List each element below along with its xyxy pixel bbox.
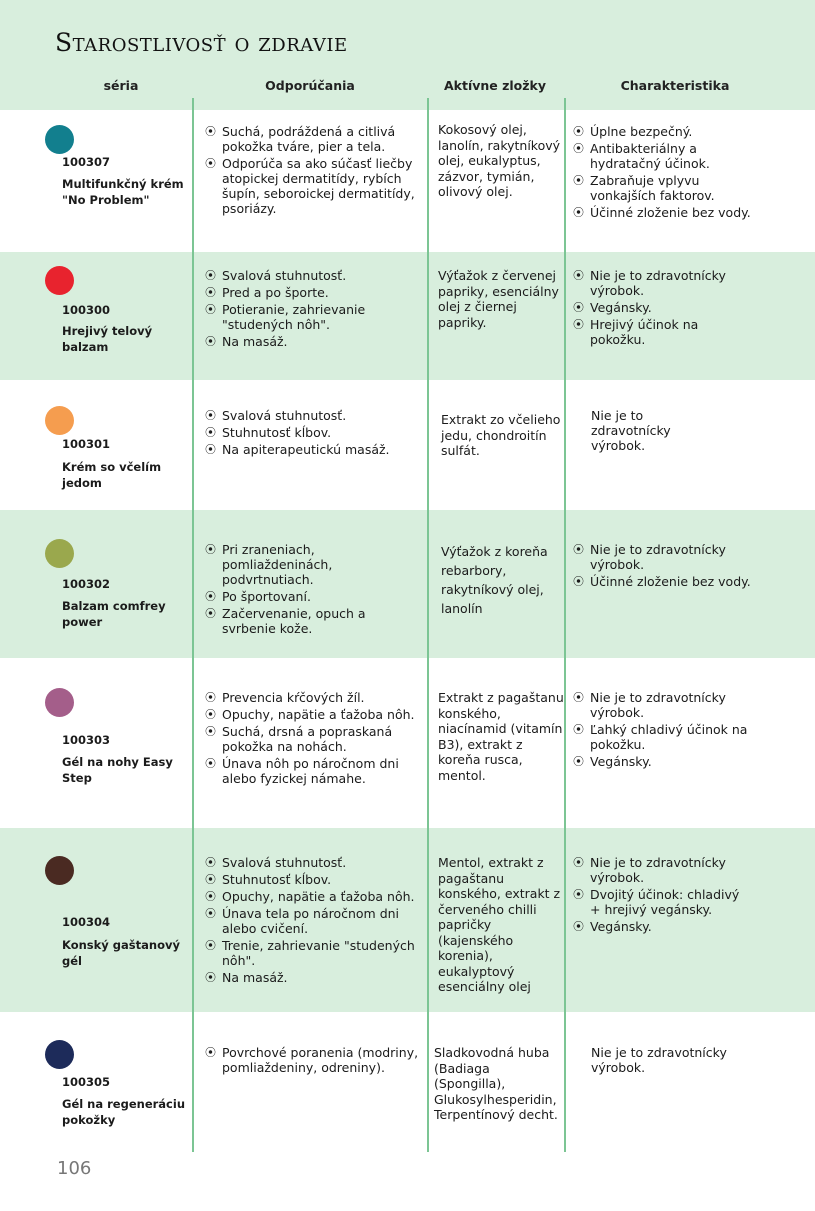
list-item: ⦿ Suchá, drsná a popraskaná pokožka na nohách. (205, 724, 393, 754)
list-item: ⦿ Povrchové poranenia (modriny, pomliaždeniny, odreniny). (205, 1045, 419, 1075)
column-divider (427, 98, 429, 1152)
circle-dot-icon: ⦿ (573, 206, 584, 219)
list-item: ⦿ Svalová stuhnutosť. (205, 855, 347, 870)
circle-dot-icon: ⦿ (205, 1046, 216, 1059)
recommendations-list (205, 1045, 420, 1077)
color-dot (45, 688, 74, 717)
series-cell (62, 110, 190, 252)
active-ingredients: Kokosový olej, lanolín, rakytníkový olej, eukalyptus, zázvor, tymián, olivový olej. (438, 122, 561, 199)
list-item: ⦿ Dvojitý účinok: chladivý + hrejivý vegánsky. (573, 887, 740, 917)
circle-dot-icon: ⦿ (573, 575, 584, 588)
page-header (0, 0, 815, 110)
characteristics-list (573, 124, 753, 222)
list-item: ⦿ Účinné zloženie bez vody. (573, 205, 751, 220)
characteristics-text: Nie je to zdravotnícky výrobok. (591, 408, 671, 453)
recommendations-list (205, 542, 420, 638)
list-item: ⦿ Nie je to zdravotnícky výrobok. (573, 690, 726, 720)
circle-dot-icon: ⦿ (573, 125, 584, 138)
circle-dot-icon: ⦿ (573, 920, 584, 933)
color-dot (45, 125, 74, 154)
list-item: ⦿ Účinné zloženie bez vody. (573, 574, 751, 589)
list-item: ⦿ Trenie, zahrievanie "studených nôh". (205, 938, 415, 968)
list-item: ⦿ Svalová stuhnutosť. (205, 408, 347, 423)
list-item: ⦿ Vegánsky. (573, 300, 652, 315)
circle-dot-icon: ⦿ (573, 723, 584, 736)
list-item: ⦿ Odporúča sa ako súčasť liečby atopickej dermatitídy, rybích šupín, seboroickej dermatitídy, psoriázy. (205, 156, 415, 216)
characteristics-list (573, 690, 753, 771)
list-item: ⦿ Únava tela po náročnom dni alebo cvičení. (205, 906, 400, 936)
circle-dot-icon: ⦿ (205, 409, 216, 422)
list-item: ⦿ Pri zraneniach, pomliaždeninách, podvrtnutiach. (205, 542, 333, 587)
list-item: ⦿ Potieranie, zahrievanie "studených nôh". (205, 302, 366, 332)
product-code: 100301 (62, 437, 111, 451)
list-item: ⦿ Stuhnutosť kĺbov. (205, 872, 332, 887)
list-item: ⦿ Nie je to zdravotnícky výrobok. (573, 855, 726, 885)
page-number: 106 (57, 1158, 92, 1179)
list-item: ⦿ Zabraňuje vplyvu vonkajších faktorov. (573, 173, 715, 203)
table-row (0, 110, 815, 252)
circle-dot-icon: ⦿ (205, 708, 216, 721)
color-dot (45, 406, 74, 435)
list-item: ⦿ Antibakteriálny a hydratačný účinok. (573, 141, 710, 171)
circle-dot-icon: ⦿ (205, 907, 216, 920)
circle-dot-icon: ⦿ (573, 142, 584, 155)
circle-dot-icon: ⦿ (205, 125, 216, 138)
circle-dot-icon: ⦿ (205, 607, 216, 620)
circle-dot-icon: ⦿ (205, 873, 216, 886)
color-dot (45, 539, 74, 568)
page-title: Starostlivosť o zdravie (55, 28, 348, 57)
recommendations-list (205, 408, 420, 459)
circle-dot-icon: ⦿ (573, 691, 584, 704)
active-ingredients: Mentol, extrakt z pagaštanu konského, extrakt z červeného chilli papričky (kajenského korenia), eukalyptový esenciálny olej (438, 855, 561, 994)
column-header-characteristics: Charakteristika (620, 78, 730, 93)
product-name: Multifunkčný krém "No Problem" (62, 177, 184, 207)
product-code: 100307 (62, 155, 111, 169)
list-item: ⦿ Hrejivý účinok na pokožku. (573, 317, 699, 347)
circle-dot-icon: ⦿ (573, 543, 584, 556)
product-name: Hrejivý telový balzam (62, 324, 153, 354)
list-item: ⦿ Svalová stuhnutosť. (205, 268, 347, 283)
series-cell (62, 1012, 190, 1152)
table-row (0, 252, 815, 380)
color-dot (45, 266, 74, 295)
circle-dot-icon: ⦿ (205, 590, 216, 603)
list-item: ⦿ Únava nôh po náročnom dni alebo fyzickej námahe. (205, 756, 399, 786)
circle-dot-icon: ⦿ (205, 691, 216, 704)
recommendations-list (205, 268, 420, 351)
series-cell (62, 658, 190, 828)
list-item: ⦿ Na masáž. (205, 970, 288, 985)
list-item: ⦿ Vegánsky. (573, 919, 652, 934)
list-item: ⦿ Pred a po športe. (205, 285, 329, 300)
active-ingredients: Extrakt z pagaštanu konského, niacínamid (vitamín B3), extrakt z koreňa rusca, mentol. (438, 690, 564, 783)
table-row (0, 828, 815, 1012)
circle-dot-icon: ⦿ (205, 543, 216, 556)
product-name: Balzam comfrey power (62, 599, 166, 629)
column-header-recommendations: Odporúčania (265, 78, 355, 93)
characteristics-list (573, 268, 753, 349)
product-code: 100304 (62, 915, 111, 929)
table-row (0, 658, 815, 828)
list-item: ⦿ Prevencia kŕčových žíl. (205, 690, 365, 705)
list-item: ⦿ Suchá, podráždená a citlivá pokožka tváre, pier a tela. (205, 124, 396, 154)
table-row (0, 510, 815, 658)
product-name: Konský gaštanový gél (62, 938, 180, 968)
active-ingredients: Sladkovodná huba (Badiaga (Spongilla), Glukosylhesperidin, Terpentínový decht. (434, 1045, 558, 1122)
characteristics-text: Nie je to zdravotnícky výrobok. (591, 1045, 727, 1075)
list-item: ⦿ Nie je to zdravotnícky výrobok. (573, 268, 726, 298)
product-name: Gél na nohy Easy Step (62, 755, 173, 785)
circle-dot-icon: ⦿ (205, 269, 216, 282)
list-item: ⦿ Stuhnutosť kĺbov. (205, 425, 332, 440)
list-item: ⦿ Začervenanie, opuch a svrbenie kože. (205, 606, 366, 636)
product-name: Krém so včelím jedom (62, 460, 162, 490)
circle-dot-icon: ⦿ (573, 755, 584, 768)
table-row (0, 380, 815, 510)
circle-dot-icon: ⦿ (205, 856, 216, 869)
list-item: ⦿ Vegánsky. (573, 754, 652, 769)
recommendations-list (205, 855, 420, 987)
circle-dot-icon: ⦿ (205, 971, 216, 984)
circle-dot-icon: ⦿ (573, 856, 584, 869)
characteristics-list (573, 855, 753, 936)
circle-dot-icon: ⦿ (205, 890, 216, 903)
list-item: ⦿ Na apiterapeutickú masáž. (205, 442, 390, 457)
circle-dot-icon: ⦿ (573, 301, 584, 314)
color-dot (45, 856, 74, 885)
series-cell (62, 380, 190, 510)
circle-dot-icon: ⦿ (573, 318, 584, 331)
circle-dot-icon: ⦿ (205, 303, 216, 316)
product-code: 100305 (62, 1075, 111, 1089)
circle-dot-icon: ⦿ (573, 174, 584, 187)
circle-dot-icon: ⦿ (205, 939, 216, 952)
list-item: ⦿ Nie je to zdravotnícky výrobok. (573, 542, 726, 572)
circle-dot-icon: ⦿ (205, 335, 216, 348)
characteristics-list (573, 542, 753, 591)
list-item: ⦿ Po športovaní. (205, 589, 311, 604)
recommendations-list (205, 690, 420, 788)
column-header-active: Aktívne zložky (443, 78, 546, 93)
circle-dot-icon: ⦿ (205, 725, 216, 738)
product-code: 100302 (62, 577, 111, 591)
active-ingredients: Výťažok z koreňa rebarbory, rakytníkový olej, lanolín (441, 544, 548, 616)
product-code: 100303 (62, 733, 111, 747)
column-header-series: séria (103, 78, 139, 93)
color-dot (45, 1040, 74, 1069)
table-row (0, 1012, 815, 1152)
list-item: ⦿ Opuchy, napätie a ťažoba nôh. (205, 707, 415, 722)
recommendations-list (205, 124, 420, 218)
list-item: ⦿ Na masáž. (205, 334, 288, 349)
active-ingredients: Výťažok z červenej papriky, esenciálny olej z čiernej papriky. (438, 268, 559, 330)
circle-dot-icon: ⦿ (205, 157, 216, 170)
active-ingredients: Extrakt zo včelieho jedu, chondroitín sulfát. (441, 412, 561, 458)
series-cell (62, 828, 190, 1012)
circle-dot-icon: ⦿ (205, 426, 216, 439)
list-item: ⦿ Opuchy, napätie a ťažoba nôh. (205, 889, 415, 904)
list-item: ⦿ Ľahký chladivý účinok na pokožku. (573, 722, 748, 752)
circle-dot-icon: ⦿ (573, 888, 584, 901)
product-code: 100300 (62, 303, 111, 317)
circle-dot-icon: ⦿ (205, 286, 216, 299)
series-cell (62, 510, 190, 658)
circle-dot-icon: ⦿ (573, 269, 584, 282)
circle-dot-icon: ⦿ (205, 443, 216, 456)
list-item: ⦿ Úplne bezpečný. (573, 124, 693, 139)
column-divider (192, 98, 194, 1152)
column-divider (564, 98, 566, 1152)
series-cell (62, 252, 190, 380)
circle-dot-icon: ⦿ (205, 757, 216, 770)
product-name: Gél na regeneráciu pokožky (62, 1097, 186, 1127)
